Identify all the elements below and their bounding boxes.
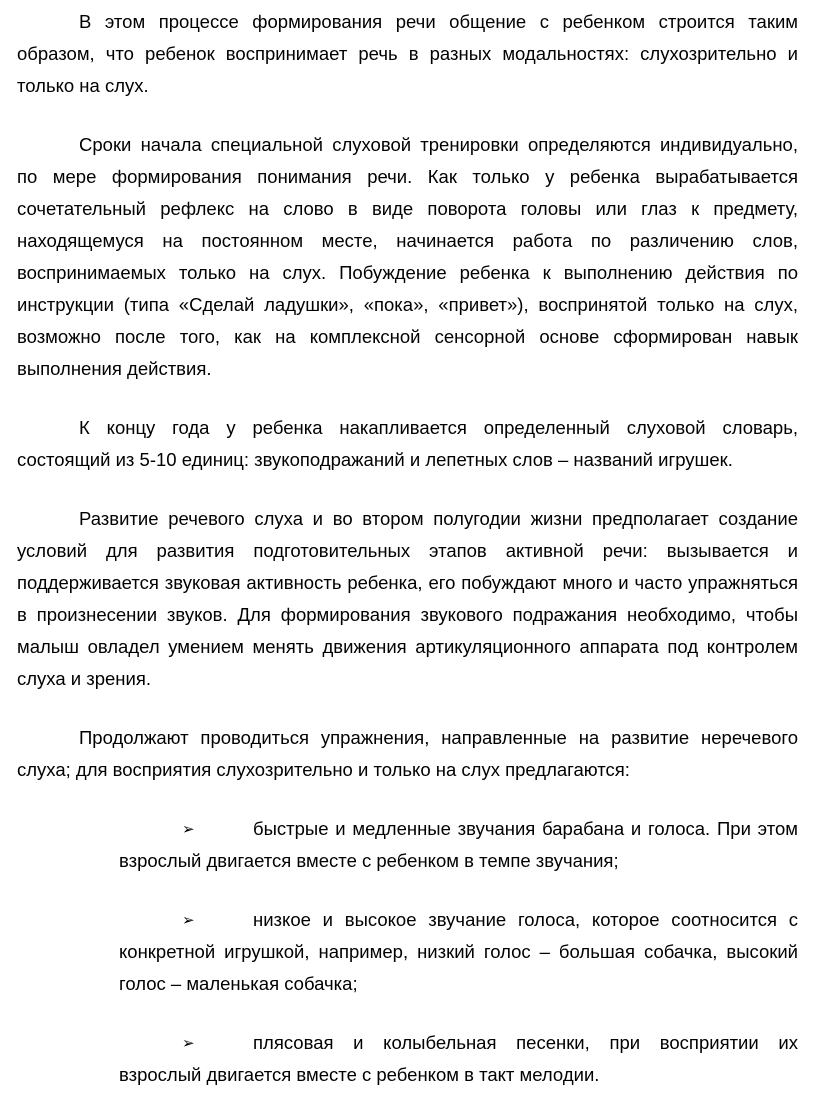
paragraph-5: Продолжают проводиться упражнения, направленные на развитие неречевого слуха; для восприятия слухозрительно и только на слух предлагаются: xyxy=(17,727,798,780)
arrowhead-bullet-icon: ➢ xyxy=(182,1034,195,1052)
paragraph-4: Развитие речевого слуха и во втором полугодии жизни предполагает создание условий для развития подготовительных этапов активной речи: вызывается и поддерживается звуковая активность ребенка, его побуждают много и часто упражняться в произнесении звуков. Для формирования звукового подражания необходимо, чтобы малыш овладел умением менять движения артикуляционного аппарата под контролем слуха и зрения. xyxy=(17,508,798,689)
document-page xyxy=(17,6,798,1118)
bullet-list xyxy=(17,813,798,1091)
paragraph-2: Сроки начала специальной слуховой тренировки определяются индивидуально, по мере формирования понимания речи. Как только у ребенка вырабатывается сочетательный рефлекс на слово в виде поворота головы или глаз к предмету, находящемуся на постоянном месте, начинается работа по различению слов, воспринимаемых только на слух. Побуждение ребенка к выполнению действия по инструкции (типа «Сделай ладушки», «пока», «привет»), воспринятой только на слух, возможно после того, как на комплексной сенсорной основе сформирован навык выполнения действия. xyxy=(17,134,798,379)
list-item xyxy=(119,1027,798,1091)
list-item-text: быстрые и медленные звучания барабана и голоса. При этом взрослый двигается вместе с ребенком в темпе звучания; xyxy=(119,818,798,871)
paragraph-3: К концу года у ребенка накапливается определенный слуховой словарь, состоящий из 5-10 единиц: звукоподражаний и лепетных слов – названий игрушек. xyxy=(17,417,798,470)
list-item xyxy=(119,813,798,877)
list-item-text: плясовая и колыбельная песенки, при восприятии их взрослый двигается вместе с ребенком в такт мелодии. xyxy=(119,1032,798,1085)
paragraph-1: В этом процессе формирования речи общение с ребенком строится таким образом, что ребенок воспринимает речь в разных модальностях: слухозрительно и только на слух. xyxy=(17,11,798,96)
arrowhead-bullet-icon: ➢ xyxy=(182,820,195,838)
list-item xyxy=(119,904,798,1000)
arrowhead-bullet-icon: ➢ xyxy=(182,911,195,929)
list-item-text: низкое и высокое звучание голоса, которое соотносится с конкретной игрушкой, например, низкий голос – большая собачка, высокий голос – маленькая собачка; xyxy=(119,909,798,994)
